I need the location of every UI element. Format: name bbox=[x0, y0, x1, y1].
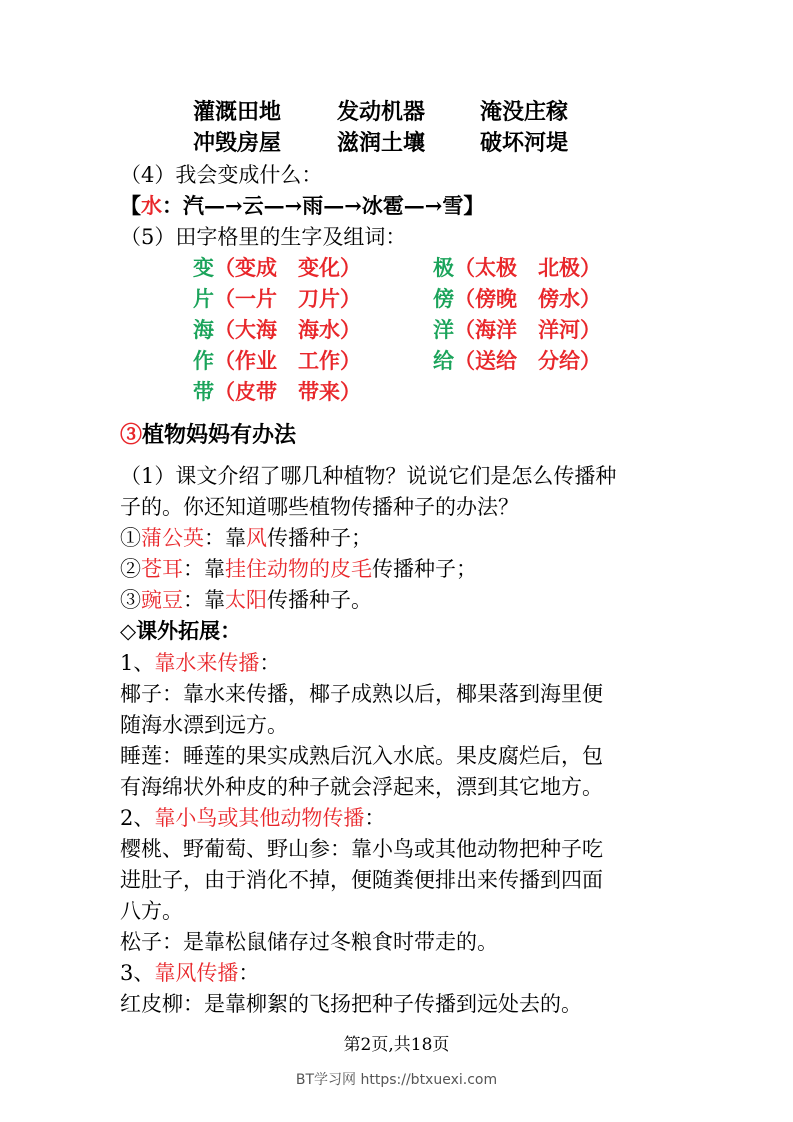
word: 滋润土壤 bbox=[337, 130, 426, 156]
vocab-words: （海洋 洋河） bbox=[454, 317, 601, 342]
paragraph-line: 有海绵状外种皮的种子就会浮起来，漂到其它地方。 bbox=[120, 775, 603, 799]
ext-prefix: 1、 bbox=[120, 651, 155, 675]
vocab-char: 片 bbox=[193, 286, 214, 311]
plant-sep: ：靠 bbox=[183, 557, 225, 581]
ext-suffix: ： bbox=[364, 806, 386, 830]
vocab-char: 洋 bbox=[433, 317, 454, 342]
plant-num: ② bbox=[120, 557, 141, 581]
word: 发动机器 bbox=[337, 99, 426, 125]
q4-chain-text: ：汽—→云—→雨—→冰雹—→雪】 bbox=[162, 193, 485, 218]
vocab-words: （皮带 带来） bbox=[214, 379, 361, 404]
plant-answer bbox=[120, 585, 372, 615]
vocab-item bbox=[433, 315, 601, 345]
vocab-char: 极 bbox=[433, 255, 454, 280]
vocab-item bbox=[193, 315, 361, 345]
plant-name: 蒲公英 bbox=[141, 526, 204, 550]
vocab-char: 傍 bbox=[433, 286, 454, 311]
word: 灌溉田地 bbox=[193, 99, 282, 125]
vocab-char: 带 bbox=[193, 379, 214, 404]
section-number: ③ bbox=[120, 422, 143, 448]
vocab-item bbox=[193, 284, 361, 314]
vocab-item bbox=[193, 253, 361, 283]
vocab-item bbox=[433, 253, 601, 283]
plant-name: 苍耳 bbox=[141, 557, 183, 581]
plant-answer bbox=[120, 554, 477, 584]
vocab-char: 给 bbox=[433, 348, 454, 373]
vocab-words: （作业 工作） bbox=[214, 348, 361, 373]
plant-num: ① bbox=[120, 526, 141, 550]
plant-sep: ：靠 bbox=[183, 588, 225, 612]
watermark: BT学习网 https://btxuexi.com bbox=[295, 1072, 498, 1088]
plant-name: 豌豆 bbox=[141, 588, 183, 612]
vocab-words: （傍晚 傍水） bbox=[454, 286, 601, 311]
vocab-words: （大海 海水） bbox=[214, 317, 361, 342]
paragraph-line: 樱桃、野葡萄、野山参：靠小鸟或其他动物把种子吃 bbox=[120, 837, 603, 861]
extension-heading: ◇课外拓展： bbox=[120, 618, 242, 643]
vocab-char: 变 bbox=[193, 255, 214, 280]
q4-heading: （4）我会变成什么： bbox=[120, 163, 323, 187]
paragraph-line: 随海水漂到远方。 bbox=[120, 713, 288, 737]
vocab-item bbox=[193, 346, 361, 376]
ext-prefix: 2、 bbox=[120, 806, 155, 830]
extension-item-3 bbox=[120, 958, 259, 988]
q1-line-2: 子的。你还知道哪些植物传播种子的办法？ bbox=[120, 495, 519, 519]
word: 冲毁房屋 bbox=[193, 130, 282, 156]
extension-item-1 bbox=[120, 648, 280, 678]
q1-line-1: （1）课文介绍了哪几种植物？说说它们是怎么传播种 bbox=[120, 464, 617, 488]
word: 淹没庄稼 bbox=[480, 99, 569, 125]
q4-chain bbox=[120, 191, 484, 221]
vocab-words: （太极 北极） bbox=[454, 255, 601, 280]
ext-suffix: ： bbox=[238, 961, 260, 985]
q5-heading: （5）田字格里的生字及组词： bbox=[120, 225, 407, 249]
q4-open-bracket: 【 bbox=[120, 193, 141, 218]
page-number: 第2页,共18页 bbox=[343, 1035, 450, 1055]
q4-subject: 水 bbox=[141, 193, 162, 218]
plant-num: ③ bbox=[120, 588, 141, 612]
ext-prefix: 3、 bbox=[120, 961, 155, 985]
plant-tail: 传播种子； bbox=[372, 557, 477, 581]
vocab-item bbox=[433, 346, 601, 376]
ext-label: 靠水来传播 bbox=[154, 651, 260, 675]
paragraph-line: 进肚子，由于消化不掉，便随粪便排出来传播到四面 bbox=[120, 868, 603, 892]
ext-suffix: ： bbox=[259, 651, 281, 675]
section-title-text: 植物妈妈有办法 bbox=[142, 422, 297, 448]
ext-label: 靠风传播 bbox=[154, 961, 239, 985]
paragraph-line: 红皮柳：是靠柳絮的飞扬把种子传播到远处去的。 bbox=[120, 992, 582, 1016]
plant-sep: ：靠 bbox=[204, 526, 246, 550]
paragraph-line: 松子：是靠松鼠储存过冬粮食时带走的。 bbox=[120, 930, 498, 954]
plant-answer bbox=[120, 523, 372, 553]
extension-item-2 bbox=[120, 803, 385, 833]
vocab-char: 作 bbox=[193, 348, 214, 373]
vocab-words: （变成 变化） bbox=[214, 255, 361, 280]
vocab-char: 海 bbox=[193, 317, 214, 342]
plant-method: 太阳 bbox=[225, 588, 267, 612]
word: 破坏河堤 bbox=[480, 130, 569, 156]
paragraph-line: 八方。 bbox=[120, 899, 183, 923]
plant-tail: 传播种子。 bbox=[267, 588, 372, 612]
vocab-words: （一片 刀片） bbox=[214, 286, 361, 311]
plant-method: 风 bbox=[246, 526, 267, 550]
ext-label: 靠小鸟或其他动物传播 bbox=[154, 806, 365, 830]
paragraph-line: 椰子：靠水来传播，椰子成熟以后，椰果落到海里便 bbox=[120, 682, 603, 706]
vocab-item bbox=[433, 284, 601, 314]
paragraph-line: 睡莲：睡莲的果实成熟后沉入水底。果皮腐烂后，包 bbox=[120, 744, 603, 768]
section-title bbox=[120, 419, 296, 451]
vocab-words: （送给 分给） bbox=[454, 348, 601, 373]
plant-method: 挂住动物的皮毛 bbox=[225, 557, 372, 581]
vocab-item bbox=[193, 377, 361, 407]
plant-tail: 传播种子； bbox=[267, 526, 372, 550]
